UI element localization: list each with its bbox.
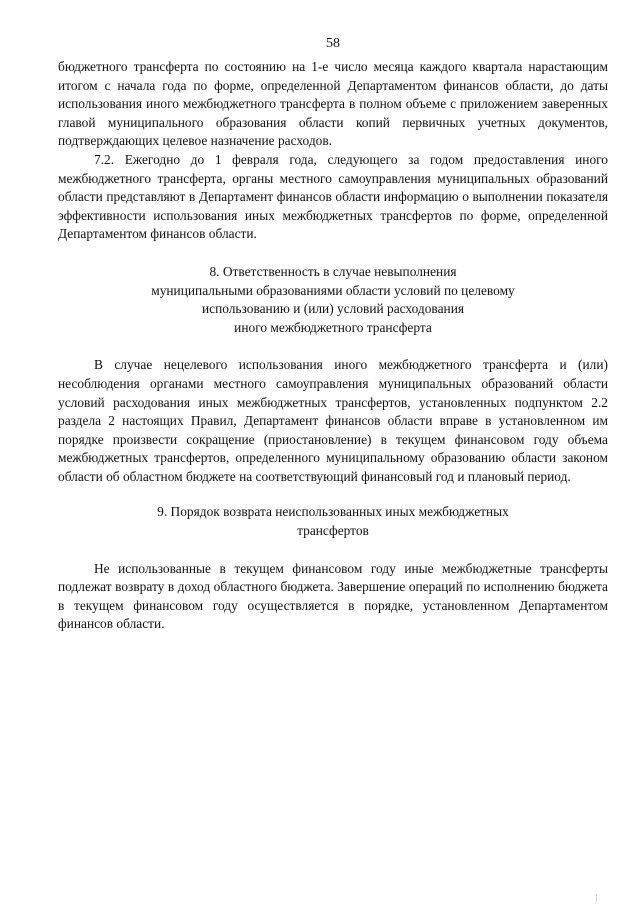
- scan-mark: [596, 894, 597, 902]
- section-8-body: В случае нецелевого использования иного межбюджетного трансферта и (или) несоблюдения органами местного самоуправления муниципальных образований области условий расходования иных межбюджетных трансфертов, установленных подпунктом 2.2 раздела 2 настоящих Правил, Департамент финансов области вправе в установленном им порядке произвести сокращение (приостановление) в текущем финансовом году объема межбюджетных трансфертов, определенного муниципальному образованию области законом области об областном бюджете на соответствующий финансовый год и плановый период.: [58, 357, 608, 484]
- page-number: 58: [326, 36, 340, 51]
- paragraph-7-2: 7.2. Ежегодно до 1 февраля года, следующего за годом предоставления иного межбюджетного трансферта, органы местного самоуправления муниципальных образований области представляют в Департамент финансов области информацию о выполнении показателя эффективности использования иных межбюджетных трансфертов по форме, определенной Департаментом финансов области.: [58, 151, 608, 242]
- section-9-body: Не использованные в текущем финансовом году иные межбюджетные трансферты подлежат возврату в доход областного бюджета. Завершение операций по исполнению бюджета в текущем финансовом году осуществляется в порядке, установленном Департаментом финансов области.: [58, 560, 608, 632]
- section-8-heading-line: использованию и (или) условий расходования: [201, 301, 465, 317]
- section-8-heading-line: муниципальными образованиями области условий по целевому: [151, 282, 515, 298]
- section-9-heading: [58, 503, 608, 540]
- section-9-heading-line: 9. Порядок возврата неиспользованных иных межбюджетных: [157, 504, 509, 520]
- section-8-heading-line: 8. Ответственность в случае невыполнения: [209, 263, 457, 279]
- document-page: [58, 36, 608, 634]
- continuation-paragraph: бюджетного трансферта по состоянию на 1-е число месяца каждого квартала нарастающим итогом с начала года по форме, определенной Департаментом финансов области, до даты использования иного межбюджетного трансферта в полном объеме с приложением заверенных главой муниципального образования области копий первичных учетных документов, подтверждающих целевое назначение расходов.: [58, 59, 608, 149]
- section-8-heading: [58, 263, 608, 337]
- section-9-heading-line: трансфертов: [297, 523, 369, 539]
- section-8-heading-line: иного межбюджетного трансферта: [234, 319, 432, 335]
